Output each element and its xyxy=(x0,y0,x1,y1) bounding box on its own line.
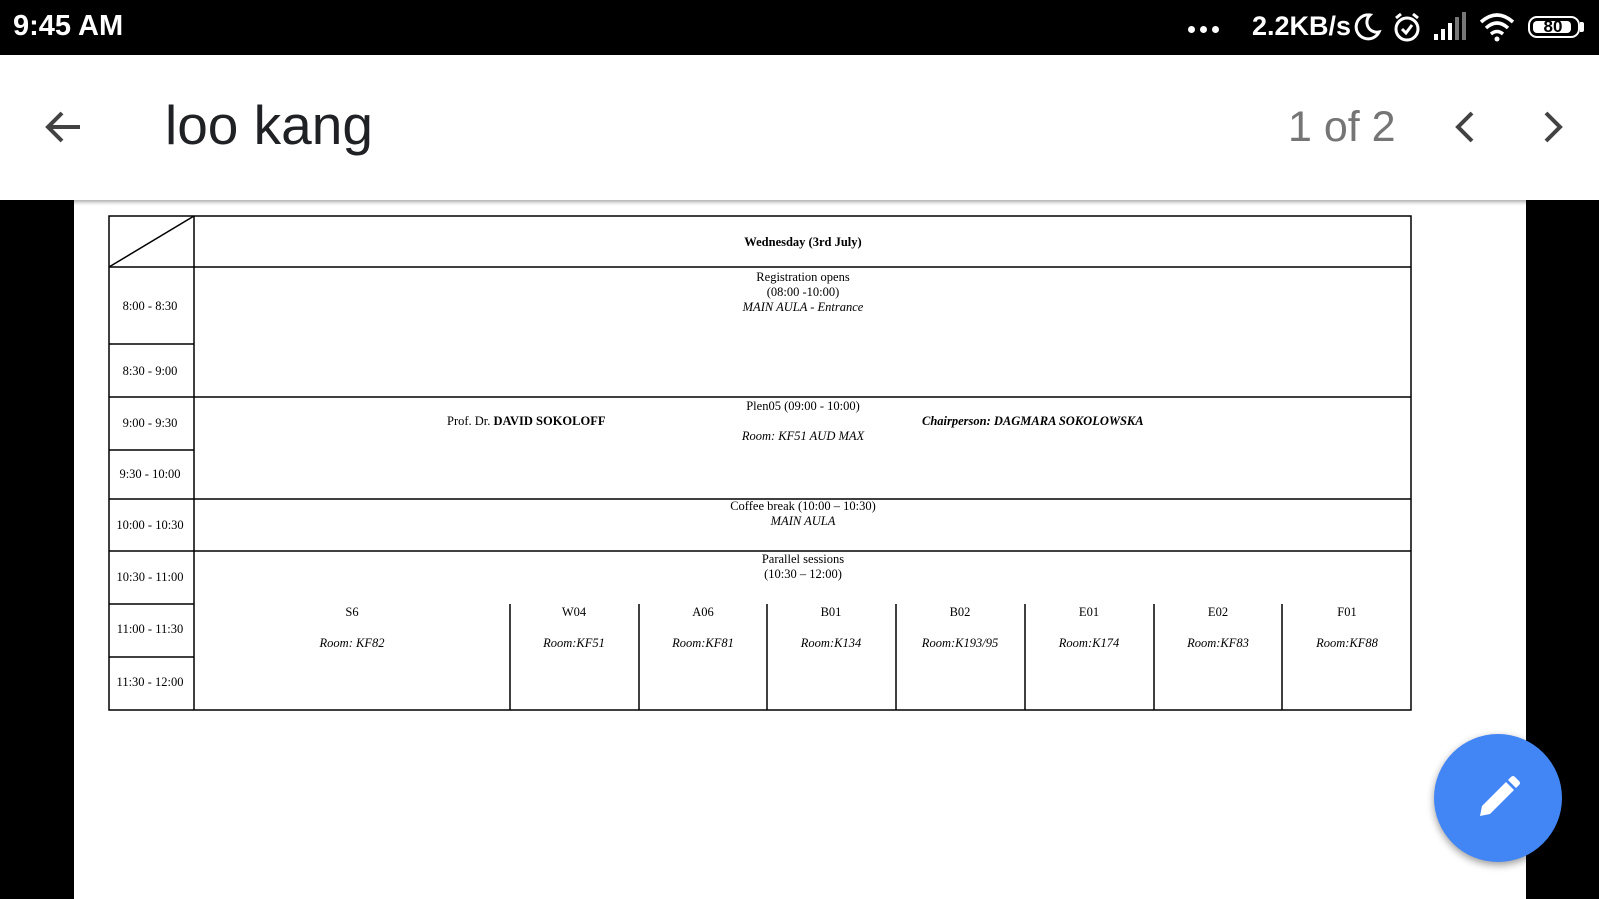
session-room: Room:KF88 xyxy=(1316,636,1378,650)
session-code: E02 xyxy=(1207,605,1229,619)
status-bar xyxy=(0,0,1599,55)
alarm-icon xyxy=(1392,12,1422,44)
plenary-chairperson: Chairperson: DAGMARA SOKOLOWSKA xyxy=(922,414,1144,428)
registration-time: (08:00 -10:00) xyxy=(766,285,840,299)
battery-level: 80 xyxy=(1543,17,1563,36)
session-code: E01 xyxy=(1078,605,1100,619)
time-slot: 11:30 - 12:00 xyxy=(116,675,184,689)
status-time: 9:45 AM xyxy=(13,10,124,42)
parallel-sessions-title: Parallel sessions xyxy=(761,552,845,566)
time-slot: 9:30 - 10:00 xyxy=(119,467,181,481)
session-code: F01 xyxy=(1337,605,1357,619)
plenary-room: Room: KF51 AUD MAX xyxy=(741,429,865,443)
wifi-icon xyxy=(1478,12,1516,42)
registration-title: Registration opens xyxy=(756,270,850,284)
time-slot: 8:00 - 8:30 xyxy=(122,299,178,313)
document-title: loo kang xyxy=(165,94,373,156)
day-header: Wednesday (3rd July) xyxy=(744,235,862,249)
session-room: Room:KF83 xyxy=(1187,636,1249,650)
time-slot: 9:00 - 9:30 xyxy=(122,416,178,430)
session-code: S6 xyxy=(345,605,359,619)
page-indicator: 1 of 2 xyxy=(1288,103,1396,151)
time-slot: 10:30 - 11:00 xyxy=(116,570,184,584)
session-code: B02 xyxy=(949,605,971,619)
app-bar xyxy=(0,55,1599,200)
registration-place: MAIN AULA - Entrance xyxy=(742,300,864,314)
more-dots-icon xyxy=(1188,26,1222,36)
session-code: B01 xyxy=(820,605,842,619)
session-room: Room:KF81 xyxy=(672,636,734,650)
edit-pencil-icon xyxy=(1474,774,1522,822)
session-room: Room:K174 xyxy=(1058,636,1120,650)
session-room: Room:K193/95 xyxy=(921,636,999,650)
time-slot: 8:30 - 9:00 xyxy=(122,364,178,378)
session-room: Room: KF82 xyxy=(319,636,385,650)
chevron-right-icon[interactable] xyxy=(1532,107,1572,147)
plenary-title: Plen05 (09:00 - 10:00) xyxy=(746,399,860,413)
signal-icon xyxy=(1432,12,1468,42)
battery-icon xyxy=(1528,16,1580,38)
coffee-break-place: MAIN AULA xyxy=(770,514,836,528)
chevron-left-icon[interactable] xyxy=(1446,107,1486,147)
document-page xyxy=(74,200,1526,899)
parallel-sessions-time: (10:30 – 12:00) xyxy=(764,567,842,581)
moon-icon xyxy=(1352,12,1382,42)
time-slot: 11:00 - 11:30 xyxy=(116,622,184,636)
time-slot: 10:00 - 10:30 xyxy=(116,518,184,532)
session-room: Room:K134 xyxy=(800,636,862,650)
edit-button[interactable] xyxy=(1434,734,1562,862)
network-speed: 2.2KB/s xyxy=(1252,11,1352,41)
session-code: W04 xyxy=(561,605,587,619)
plenary-speaker: Prof. Dr. DAVID SOKOLOFF xyxy=(447,414,606,428)
back-arrow-icon[interactable] xyxy=(40,103,88,151)
session-room: Room:KF51 xyxy=(543,636,605,650)
session-code: A06 xyxy=(692,605,714,619)
coffee-break-title: Coffee break (10:00 – 10:30) xyxy=(730,499,876,513)
